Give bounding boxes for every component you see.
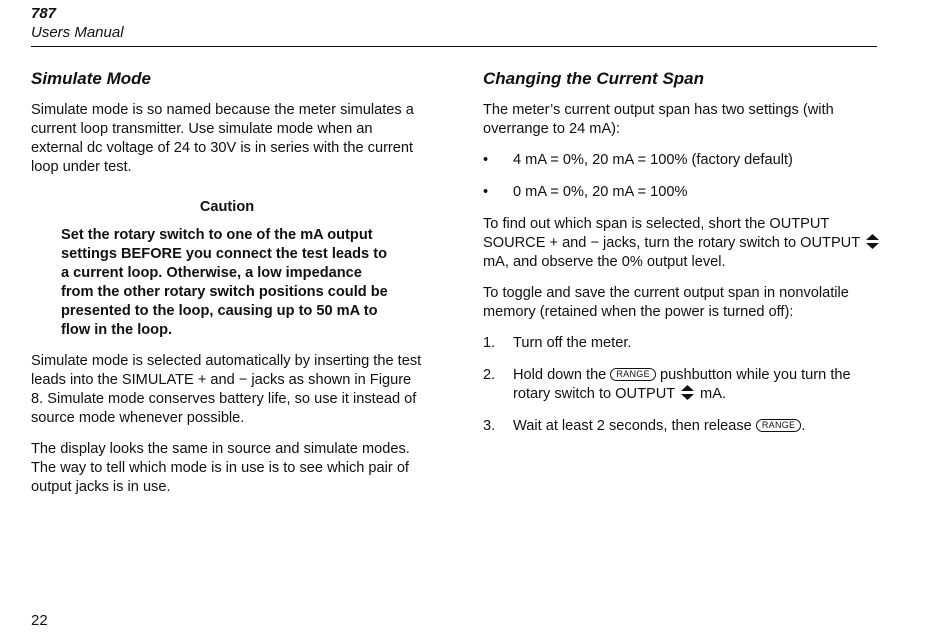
paragraph: Simulate mode is so named because the meter simulates a current loop transmitter. Use simulate mode when an external dc voltage of 24 to 30V is in series with the current loop under test.	[31, 102, 414, 175]
step-text: pushbutton while you turn the rotary switch to OUTPUT	[513, 367, 851, 402]
numbered-step	[483, 417, 883, 436]
bullet-item	[483, 151, 883, 170]
section-title-simulate-mode: Simulate Mode	[31, 69, 151, 88]
range-key-icon: RANGE	[756, 419, 802, 432]
header-model: 787	[31, 5, 57, 22]
paragraph-text: mA, and observe the 0% output level.	[483, 254, 726, 270]
step-number: 2.	[483, 367, 496, 383]
bullet-item	[483, 183, 883, 202]
step-text: .	[801, 418, 806, 434]
step-text: Hold down the	[513, 367, 607, 383]
right-column	[483, 68, 883, 449]
section-title-changing-current-span: Changing the Current Span	[483, 69, 704, 88]
step-text: Turn off the meter.	[513, 335, 632, 351]
bullet-mark: •	[483, 152, 489, 168]
paragraph-text: To find out which span is selected, short the OUTPUT SOURCE + and − jacks, turn the rotary switch to OUTPUT	[483, 216, 860, 251]
up-down-arrow-icon	[681, 385, 694, 400]
paragraph	[483, 215, 883, 272]
step-number: 3.	[483, 418, 496, 434]
step-text: Wait at least 2 seconds, then release	[513, 418, 752, 434]
page-header	[31, 4, 124, 42]
left-column	[31, 68, 423, 509]
bullet-text: 0 mA = 0%, 20 mA = 100%	[513, 184, 688, 200]
caution-text: Set the rotary switch to one of the mA output settings BEFORE you connect the test leads to a current loop. Otherwise, a low impedance from the other rotary switch positions could be presented to the loop, causing up to 50 mA to flow in the loop.	[61, 227, 388, 338]
paragraph: The meter’s current output span has two settings (with overrange to 24 mA):	[483, 102, 834, 137]
paragraph: Simulate mode is selected automatically by inserting the test leads into the SIMULATE + and − jacks as shown in Figure 8. Simulate mode conserves battery life, so use it instead of source mode whenever possible.	[31, 353, 422, 426]
step-number: 1.	[483, 335, 496, 351]
paragraph: The display looks the same in source and simulate modes. The way to tell which mode is in use is to see which pair of output jacks is in use.	[31, 441, 410, 495]
caution-heading: Caution	[199, 199, 255, 215]
numbered-step	[483, 334, 883, 353]
paragraph: To toggle and save the current output span in nonvolatile memory (retained when the power is turned off):	[483, 285, 849, 320]
step-text: mA.	[700, 386, 726, 402]
page-number: 22	[31, 612, 48, 629]
bullet-mark: •	[483, 184, 489, 200]
up-down-arrow-icon	[866, 234, 879, 249]
bullet-text: 4 mA = 0%, 20 mA = 100% (factory default)	[513, 152, 793, 168]
header-rule	[31, 46, 877, 47]
range-key-icon: RANGE	[610, 368, 656, 381]
header-manual-title: Users Manual	[31, 24, 124, 41]
numbered-step	[483, 366, 883, 404]
